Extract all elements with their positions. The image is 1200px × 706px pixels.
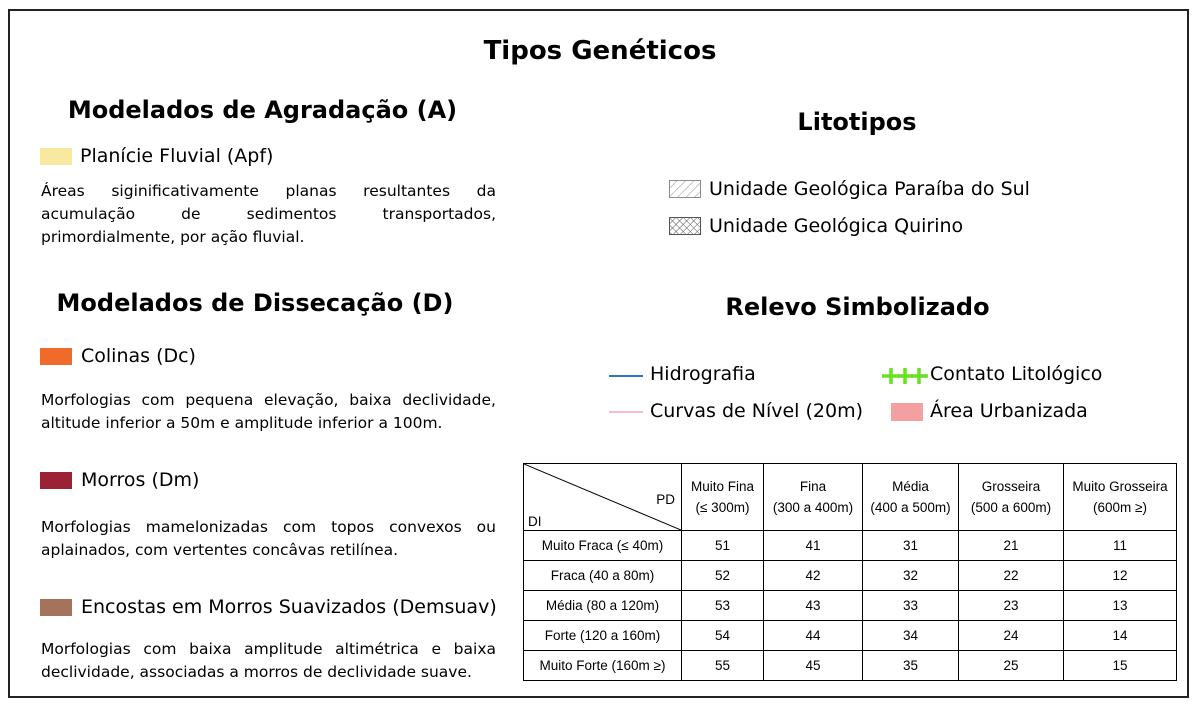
table-cell: 33: [863, 591, 959, 621]
column-header: Média (400 a 500m): [863, 464, 959, 531]
encostas-swatch: [40, 599, 72, 616]
table-cell: 35: [863, 651, 959, 681]
hidrografia-label: Hidrografia: [650, 363, 756, 385]
morros-swatch: [40, 472, 72, 489]
table-cell: 23: [959, 591, 1064, 621]
paraiba-do-sul-label: Unidade Geológica Paraíba do Sul: [709, 178, 1030, 200]
page-title: Tipos Genéticos: [483, 36, 717, 66]
table-row: [524, 651, 1177, 681]
colinas-swatch: [40, 348, 72, 365]
row-label: Forte (120 a 160m): [524, 621, 682, 651]
table-cell: 25: [959, 651, 1064, 681]
table-cell: 52: [682, 561, 764, 591]
column-header: Fina (300 a 400m): [764, 464, 863, 531]
column-header: Muito Grosseira (600m ≥): [1064, 464, 1177, 531]
contato-litologico-icon: [882, 365, 928, 387]
table-cell: 51: [682, 531, 764, 561]
relevo-matrix-table: [523, 463, 1177, 681]
contato-litologico-label: Contato Litológico: [930, 363, 1103, 385]
column-header: Muito Fina (≤ 300m): [682, 464, 764, 531]
table-cell: 12: [1064, 561, 1177, 591]
table-cell: 15: [1064, 651, 1177, 681]
table-corner-cell: [524, 464, 682, 531]
table-cell: 44: [764, 621, 863, 651]
planicie-fluvial-description: Áreas siginificativamente planas resultantes da acumulação de sedimentos transportados, primordialmente, por ação fluvial.: [41, 182, 496, 246]
morros-label: Morros (Dm): [81, 469, 200, 491]
table-header-row: [524, 464, 1177, 531]
hidrografia-line-icon: [609, 366, 643, 386]
curvas-de-nivel-label: Curvas de Nível (20m): [650, 400, 863, 422]
colinas-label: Colinas (Dc): [81, 345, 196, 367]
table-cell: 13: [1064, 591, 1177, 621]
pd-label: PD: [656, 492, 675, 507]
relevo-heading: Relevo Simbolizado: [725, 293, 990, 321]
table-cell: 53: [682, 591, 764, 621]
encostas-description: Morfologias com baixa amplitude altimétrica e baixa declividade, associadas a morros de declividade suave.: [41, 640, 496, 681]
table-cell: 22: [959, 561, 1064, 591]
table-cell: 41: [764, 531, 863, 561]
table-cell: 42: [764, 561, 863, 591]
table-cell: 34: [863, 621, 959, 651]
di-label: DI: [528, 514, 542, 529]
row-label: Média (80 a 120m): [524, 591, 682, 621]
agradacao-heading: Modelados de Agradação (A): [67, 96, 458, 124]
table-cell: 55: [682, 651, 764, 681]
table-cell: 14: [1064, 621, 1177, 651]
table-row: [524, 591, 1177, 621]
table-cell: 43: [764, 591, 863, 621]
cross-hatch-icon: [669, 217, 701, 235]
row-label: Muito Forte (160m ≥): [524, 651, 682, 681]
planicie-fluvial-label: Planície Fluvial (Apf): [80, 145, 274, 167]
table-cell: 21: [959, 531, 1064, 561]
table-row: [524, 531, 1177, 561]
curvas-de-nivel-line-icon: [609, 402, 643, 422]
row-label: Fraca (40 a 80m): [524, 561, 682, 591]
area-urbanizada-label: Área Urbanizada: [930, 400, 1088, 422]
morros-description: Morfologias mamelonizadas com topos convexos ou aplainados, com vertentes concâvas retilínea.: [41, 518, 496, 559]
table-cell: 11: [1064, 531, 1177, 561]
table-cell: 45: [764, 651, 863, 681]
quirino-label: Unidade Geológica Quirino: [709, 215, 964, 237]
table-cell: 24: [959, 621, 1064, 651]
table-row: [524, 561, 1177, 591]
column-header: Grosseira (500 a 600m): [959, 464, 1064, 531]
table-cell: 32: [863, 561, 959, 591]
planicie-fluvial-swatch: [40, 148, 72, 165]
row-label: Muito Fraca (≤ 40m): [524, 531, 682, 561]
area-urbanizada-swatch: [891, 403, 923, 421]
diagonal-hatch-icon: [669, 180, 701, 198]
encostas-label: Encostas em Morros Suavizados (Demsuav): [81, 596, 497, 618]
dissecacao-heading: Modelados de Dissecação (D): [56, 289, 454, 317]
table-cell: 31: [863, 531, 959, 561]
table-row: [524, 621, 1177, 651]
table-cell: 54: [682, 621, 764, 651]
colinas-description: Morfologias com pequena elevação, baixa declividade, altitude inferior a 50m e amplitude inferior a 100m.: [41, 391, 496, 432]
litotipos-heading: Litotipos: [797, 108, 917, 136]
